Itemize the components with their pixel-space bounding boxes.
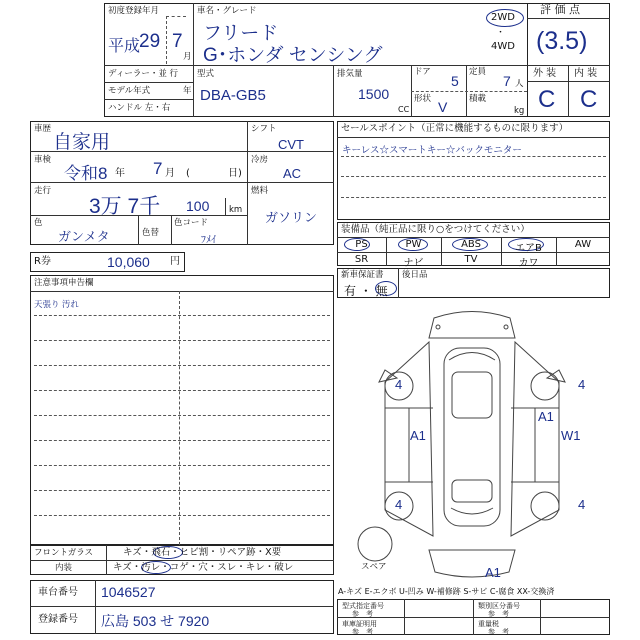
exterior-grade: C	[538, 86, 556, 113]
recycle-unit: 円	[170, 256, 180, 267]
ref-1: 参 考	[352, 610, 373, 618]
mileage-sub: 100	[186, 198, 210, 214]
glass-label: フロントガラス	[34, 548, 93, 558]
mark-front-left-tire: 4	[395, 377, 403, 392]
mark-rear-right-tire: 4	[578, 497, 586, 512]
interior-row-label: 内装	[55, 563, 73, 573]
capacity-label: 定員	[469, 67, 487, 77]
fuel-label: 燃料	[251, 186, 269, 196]
color-change-label: 色替	[142, 228, 160, 238]
notes-line-1: 天張り 汚れ	[34, 299, 79, 309]
load-label: 積載	[469, 94, 487, 104]
interior-grade: C	[580, 86, 598, 113]
chassis-value: 1046527	[101, 584, 156, 600]
first-reg-label: 初度登録年月	[108, 6, 160, 16]
inspection-label: 車検	[34, 155, 52, 165]
capacity-unit: 人	[515, 79, 524, 89]
inspection-month-unit: 月	[165, 168, 175, 179]
exterior-label: 外 装	[533, 68, 557, 79]
weight-tax-label: 重量税	[478, 620, 499, 628]
door-label: ドア	[414, 67, 431, 77]
equip-ps: PS	[355, 239, 368, 250]
mark-right-fender: A1	[538, 409, 554, 424]
inspection-era: 令和8	[64, 164, 108, 183]
color-code-label: 色コード	[174, 218, 209, 228]
equip-navi: ナビ	[403, 258, 424, 269]
inspection-month: 7	[153, 159, 163, 178]
car-grade: G･ホンダ センシング	[203, 45, 383, 66]
history-value: 自家用	[53, 132, 111, 153]
warranty-label: 新車保証書	[341, 270, 384, 280]
rating-value: (3.5)	[536, 27, 588, 55]
color-code: ﾌﾒｲ	[201, 235, 216, 246]
recycle-label: R券	[34, 256, 51, 267]
equipment-label: 装備品（純正品に限り○をつけてください）	[341, 224, 530, 235]
color-label: 色	[34, 218, 43, 228]
color-value: ガンメタ	[58, 229, 110, 244]
recycle-value: 10,060	[107, 254, 150, 270]
first-reg-month-unit: 月	[183, 52, 192, 62]
equip-sr: SR	[354, 254, 369, 265]
first-reg-year: 29	[139, 31, 161, 52]
shape: V	[438, 99, 448, 115]
inspection-day-close: 日)	[228, 168, 242, 179]
cert-number-label: 型式指定番号	[342, 602, 384, 610]
first-reg-month: 7	[172, 31, 183, 52]
handle-label: ハンドル 左・右	[108, 103, 171, 113]
shift-value: CVT	[278, 137, 304, 152]
chassis-label: 車台番号	[38, 587, 78, 598]
interior-options: キズ・汚レ・コゲ・穴・スレ・キレ・破レ	[113, 562, 294, 573]
shape-label: 形状	[414, 94, 432, 104]
mileage-label: 走行	[34, 186, 52, 196]
equip-pw: PW	[405, 239, 422, 250]
displacement: 1500	[358, 86, 390, 102]
mark-rear-left-tire: 4	[395, 497, 403, 512]
ref-3: 参 考	[352, 628, 373, 636]
inspection-nen: 年	[115, 168, 125, 179]
garage-cert-label: 車庫証明用	[342, 620, 377, 628]
car-diagram	[337, 300, 610, 586]
car-name: フリード	[203, 23, 279, 44]
model-year-nen: 年	[183, 86, 192, 96]
sales-line-1: キーレス☆スマートキー☆バックモニター	[342, 145, 522, 156]
dealer-label: ディーラー・並 行	[108, 69, 179, 79]
sales-points-block	[337, 121, 610, 220]
drive-2wd: 2WD	[491, 12, 515, 23]
equip-airbag: エアB	[515, 243, 542, 254]
shift-label: シフト	[251, 124, 277, 134]
equip-leather: カワ	[518, 258, 539, 269]
fuel-value: ガソリン	[265, 210, 318, 225]
ac-label: 冷房	[251, 155, 269, 165]
notes-label: 注意事項申告欄	[34, 278, 94, 288]
equip-tv: TV	[464, 254, 478, 265]
load-unit: kg	[514, 106, 525, 116]
damage-legend: A-キズ E-エクボ U-凹み W-補修跡 S-サビ C-腐食 XX-交換済	[338, 587, 555, 596]
mark-left-side: A1	[410, 428, 426, 443]
rating-label: 評 価 点	[540, 3, 580, 16]
ac-value: AC	[283, 166, 302, 181]
equip-abs: ABS	[461, 239, 481, 250]
drive-4wd: 4WD	[491, 41, 515, 52]
first-reg-era: 平成	[108, 38, 141, 55]
capacity: 7	[503, 73, 511, 89]
glass-options: キズ・飛石・ヒビ割・リペア跡・X要	[123, 547, 282, 558]
mileage: 3万 7千	[89, 195, 161, 218]
katashiki: DBA-GB5	[200, 87, 266, 104]
interior-label: 内 装	[574, 68, 598, 79]
displacement-label: 排気量	[337, 69, 363, 79]
displacement-unit: CC	[398, 105, 410, 114]
warranty-value: 有 ・ 無	[344, 284, 388, 298]
ref-4: 参 考	[488, 628, 509, 636]
mark-right-side: W1	[561, 428, 581, 443]
spare-label: スペア	[361, 562, 387, 572]
equip-aw: AW	[574, 239, 592, 250]
sales-label: セールスポイント（正常に機能するものに限ります）	[341, 123, 569, 134]
katashiki-label: 型式	[197, 69, 215, 79]
drive-dot: ・	[496, 28, 506, 38]
later-items-label: 後日品	[402, 270, 428, 280]
history-label: 車歴	[34, 124, 52, 134]
category-label: 類別区分番号	[478, 602, 520, 610]
mileage-unit: km	[229, 205, 243, 215]
mark-rear-bumper: A1	[485, 565, 501, 580]
ref-2: 参 考	[488, 610, 509, 618]
mark-front-right-tire: 4	[578, 377, 586, 392]
inspection-day-open: (	[186, 168, 190, 179]
registration-label: 登録番号	[38, 614, 78, 625]
registration-value: 広島 503 せ 7920	[101, 613, 210, 629]
doors: 5	[451, 73, 459, 89]
model-year-label: モデル年式	[108, 86, 151, 96]
car-name-label: 車名・グレード	[197, 6, 257, 16]
